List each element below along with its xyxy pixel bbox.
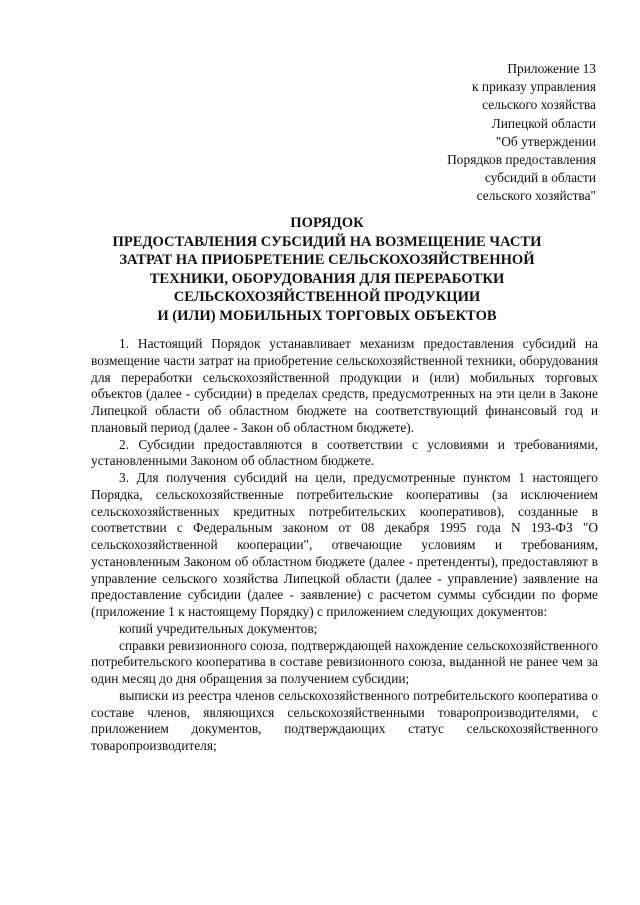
document-body <box>91 336 598 755</box>
title-line: ТЕХНИКИ, ОБОРУДОВАНИЯ ДЛЯ ПЕРЕРАБОТКИ <box>149 270 505 287</box>
appendix-header <box>356 60 596 206</box>
header-line: Приложение 13 <box>507 61 596 76</box>
title-line: ПРЕДОСТАВЛЕНИЯ СУБСИДИЙ НА ВОЗМЕЩЕНИЕ ЧАСТИ <box>112 233 542 250</box>
header-line: сельского хозяйства <box>482 97 596 113</box>
paragraph-3: 3. Для получения субсидий на цели, предусмотренные пунктом 1 настоящего Порядка, сельскохозяйственные потребительские кооперативы (за исключением сельскохозяйственных кредитных потребительских кооперативов), созданные в соответствии с Федеральным законом от 08 декабря 1995 года N 193-ФЗ "О сельскохозяйственной кооперации", отвечающие условиям и требованиям, установленным Законом об областном бюджете (далее - претенденты), предоставляют в управление сельского хозяйства Липецкой области (далее - управление) заявление на предоставление субсидии (далее - заявление) с расчетом суммы субсидии по форме (приложение 1 к настоящему Порядку) с приложением следующих документов: <box>91 470 598 619</box>
title-line: И (ИЛИ) МОБИЛЬНЫХ ТОРГОВЫХ ОБЪЕКТОВ <box>157 307 497 324</box>
title-line: ЗАТРАТ НА ПРИОБРЕТЕНИЕ СЕЛЬСКОХОЗЯЙСТВЕННОЙ <box>119 252 535 269</box>
title-line: ПОРЯДОК <box>290 215 364 231</box>
list-item-founding-docs: копий учредительных документов; <box>119 620 318 636</box>
list-item-audit-certificate: справки ревизионного союза, подтверждающей нахождение сельскохозяйственного потребительского кооператива в составе ревизионного союза, выданной не ранее чем за один месяц до дня обращения за получением субсидии; <box>91 637 598 686</box>
list-item-member-registry: выписки из реестра членов сельскохозяйственного потребительского кооператива о составе членов, являющихся сельскохозяйственными товаропроизводителями, с приложением документов, подтверждающих статус сельскохозяйственного товаропроизводителя; <box>91 687 598 753</box>
header-line: Липецкой области <box>491 115 596 131</box>
header-line: Порядков предоставления <box>447 152 596 168</box>
title-line: СЕЛЬСКОХОЗЯЙСТВЕННОЙ ПРОДУКЦИИ <box>173 289 481 306</box>
header-line: "Об утверждении <box>495 133 596 149</box>
header-line: субсидий в области <box>484 170 596 186</box>
paragraph-2: 2. Субсидии предоставляются в соответствии с условиями и требованиями, установленными Законом об областном бюджете. <box>91 436 598 469</box>
header-line: сельского хозяйства" <box>476 188 596 204</box>
header-line: к приказу управления <box>472 79 596 95</box>
paragraph-1: 1. Настоящий Порядок устанавливает механизм предоставления субсидий на возмещение части затрат на приобретение сельскохозяйственной техники, оборудования для переработки сельскохозяйственной продукции и (или) мобильных торговых объектов (далее - субсидии) в пределах средств, предусмотренных на эти цели в Законе Липецкой области об областном бюджете на соответствующий финансовый год и плановый период (далее - Закон об областном бюджете). <box>91 336 598 435</box>
document-title <box>84 214 570 326</box>
